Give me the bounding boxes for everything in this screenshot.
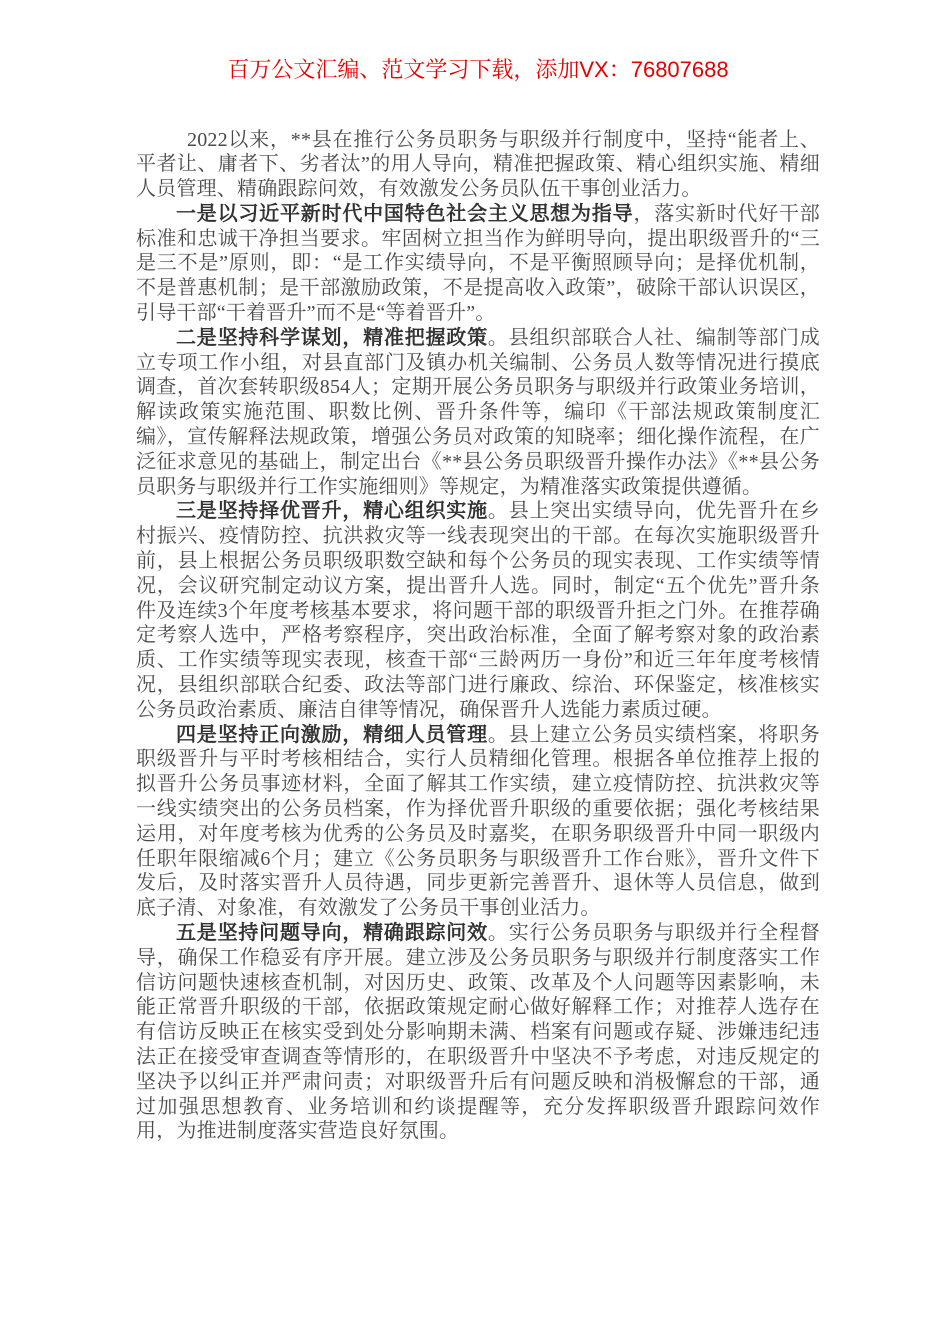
paragraph-text: 。县上建立公务员实绩档案，将职务职级晋升与平时考核相结合，实行人员精细化管理。根据各单位推荐上报的拟晋升公务员事迹材料，全面了解其工作实绩，建立疫情防控、抗洪救灾等一线实绩突出的公务员档案，作为择优晋升职级的重要依据；强化考核结果运用，对年度考核为优秀的公务员及时嘉奖，在职务职级晋升中同一职级内任职年限缩减6个月；建立《公务员职务与职级晋升工作台账》，晋升文件下发后，及时落实晋升人员待遇，同步更新完善晋升、退休等人员信息，做到底子清、对象准，有效激发了公务员干事创业活力。	[136, 723, 821, 920]
paragraph	[136, 723, 820, 921]
paragraph-text: 2022以来，**县在推行公务员职务与职级并行制度中，坚持“能者上、平者让、庸者下、劣者汰”的用人导向，精准把握政策、精心组织实施、精细人员管理、精确跟踪问效，有效激发公务员队伍干事创业活力。	[136, 128, 820, 201]
paragraph	[136, 921, 820, 1144]
paragraph-lead: 一是以习近平新时代中国特色社会主义思想为指导	[176, 202, 634, 225]
paragraph-text: 。实行公务员职务与职级并行全程督导，确保工作稳妥有序开展。建立涉及公务员职务与职级并行制度落实工作信访问题快速核查机制，对因历史、政策、改革及个人问题等因素影响，未能正常晋升职级的干部，依据政策规定耐心做好解释工作；对推荐人选存在有信访反映正在核实受到处分影响期未满、档案有问题或存疑、涉嫌违纪违法正在接受审查调查等情形的，在职级晋升中坚决不予考虑，对违反规定的坚决予以纠正并严肃问责；对职级晋升后有问题反映和消极懈怠的干部，通过加强思想教育、业务培训和约谈提醒等，充分发挥职级晋升跟踪问效作用，为推进制度落实营造良好氛围。	[136, 922, 821, 1143]
paragraph	[136, 499, 820, 722]
promo-header-text: 百万公文汇编、范文学习下载，添加VX：76807688	[227, 57, 729, 82]
paragraph-text: 。县上突出实绩导向，优先晋升在乡村振兴、疫情防控、抗洪救灾等一线表现突出的干部。在每次实施职级晋升前，县上根据公务员职级职数空缺和每个公务员的现实表现、工作实绩等情况，会议研究制定动议方案，提出晋升人选。同时，制定“五个优先”晋升条件及连续3个年度考核基本要求，将问题干部的职级晋升拒之门外。在推荐确定考察人选中，严格考察程序，突出政治标准，全面了解考察对象的政治素质、工作实绩等现实表现，核查干部“三龄两历一身份”和近三年年度考核情况，县组织部联合纪委、政法等部门进行廉政、综治、环保鉴定，核准核实公务员政治素质、廉洁自律等情况，确保晋升人选能力素质过硬。	[136, 500, 821, 721]
paragraph-lead: 三是坚持择优晋升，精心组织实施	[176, 500, 488, 523]
paragraph-text: 。县组织部联合人社、编制等部门成立专项工作小组，对县直部门及镇办机关编制、公务员人数等情况进行摸底调查，首次套转职级854人；定期开展公务员职务与职级并行政策业务培训，解读政策实施范围、职数比例、晋升条件等，编印《干部法规政策制度汇编》，宣传解释法规政策，增强公务员对政策的知晓率；细化操作流程，在广泛征求意见的基础上，制定出台《**县公务员职级晋升操作办法》《**县公务员职务与职级并行工作实施细则》等规定，为精准落实政策提供遵循。	[136, 326, 821, 498]
paragraph	[136, 128, 820, 202]
paragraph	[136, 202, 820, 326]
paragraph-text: ，落实新时代好干部标准和忠诚干净担当要求。牢固树立担当作为鲜明导向，提出职级晋升的“三是三不是”原则，即：“是工作实绩导向，不是平衡照顾导向；是择优机制，不是普惠机制；是干部激励政策，不是提高收入政策”，破除干部认识误区，引导干部“干着晋升”而不是“等着晋升”。	[136, 202, 820, 325]
document-body	[136, 128, 820, 1145]
paragraph-lead: 四是坚持正向激励，精细人员管理	[176, 723, 488, 746]
paragraph	[136, 326, 820, 500]
paragraph-lead: 五是坚持问题导向，精确跟踪问效	[176, 922, 488, 944]
paragraph-lead: 二是坚持科学谋划，精准把握政策	[176, 326, 488, 349]
